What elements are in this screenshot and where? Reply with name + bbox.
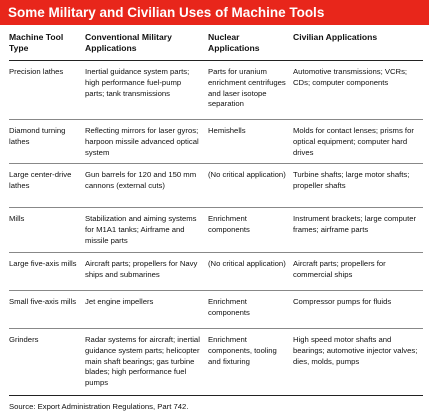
cell-nuclear: Enrichment components bbox=[208, 297, 250, 317]
table-row bbox=[9, 120, 423, 164]
machine-tools-table bbox=[9, 32, 423, 396]
cell-nuclear: Parts for uranium enrichment centrifuges and laser isotope separation bbox=[208, 67, 286, 109]
table-row bbox=[9, 253, 423, 291]
header-military: Conventional Military Applications bbox=[85, 32, 172, 53]
table-row bbox=[9, 291, 423, 329]
cell-military: Stabilization and aiming systems for M1A1 tanks; Airframe and missile parts bbox=[85, 214, 197, 245]
header-machine-tool-type: Machine Tool Type bbox=[9, 32, 64, 53]
table-row bbox=[9, 61, 423, 120]
cell-type: Small five-axis mills bbox=[9, 297, 77, 306]
cell-military: Jet engine impellers bbox=[85, 297, 154, 306]
cell-military: Inertial guidance system parts; high performance fuel-pump parts; tank transmissions bbox=[85, 67, 190, 98]
cell-civilian: Molds for contact lenses; prisms for optical equipment; computer hard drives bbox=[293, 126, 414, 157]
cell-civilian: Turbine shafts; large motor shafts; propeller shafts bbox=[293, 170, 410, 190]
table-row bbox=[9, 164, 423, 208]
cell-type: Diamond turning lathes bbox=[9, 126, 66, 146]
cell-military: Aircraft parts; propellers for Navy ships and submarines bbox=[85, 259, 198, 279]
source-note: Source: Export Administration Regulations, Part 742. bbox=[9, 402, 189, 411]
header-nuclear: Nuclear Applications bbox=[208, 32, 260, 53]
cell-type: Mills bbox=[9, 214, 25, 223]
table-row bbox=[9, 329, 423, 396]
cell-nuclear: Enrichment components, tooling and fixturing bbox=[208, 335, 277, 366]
cell-type: Large center-drive lathes bbox=[9, 170, 72, 190]
cell-civilian: High speed motor shafts and bearings; automotive injector valves; dies, molds, pumps bbox=[293, 335, 418, 366]
cell-civilian: Compressor pumps for fluids bbox=[293, 297, 392, 306]
cell-type: Large five-axis mills bbox=[9, 259, 77, 268]
cell-civilian: Automotive transmissions; VCRs; CDs; computer components bbox=[293, 67, 408, 87]
header-civilian: Civilian Applications bbox=[293, 32, 378, 42]
table-header bbox=[9, 32, 423, 61]
cell-civilian: Aircraft parts; propellers for commercial ships bbox=[293, 259, 386, 279]
cell-military: Radar systems for aircraft; inertial guidance system parts; helicopter main shaft bearings; gas turbine blades; high performance fuel pumps bbox=[85, 335, 200, 388]
cell-type: Precision lathes bbox=[9, 67, 64, 76]
table-title: Some Military and Civilian Uses of Machine Tools bbox=[0, 0, 429, 25]
cell-military: Reflecting mirrors for laser gyros; harpoon missile advanced optical system bbox=[85, 126, 199, 157]
cell-military: Gun barrels for 120 and 150 mm cannons (external cuts) bbox=[85, 170, 197, 190]
table-row bbox=[9, 208, 423, 253]
cell-type: Grinders bbox=[9, 335, 39, 344]
cell-nuclear: (No critical application) bbox=[208, 259, 286, 268]
cell-civilian: Instrument brackets; large computer frames; airframe parts bbox=[293, 214, 417, 234]
cell-nuclear: (No critical application) bbox=[208, 170, 286, 179]
cell-nuclear: Hemishells bbox=[208, 126, 246, 135]
cell-nuclear: Enrichment components bbox=[208, 214, 250, 234]
